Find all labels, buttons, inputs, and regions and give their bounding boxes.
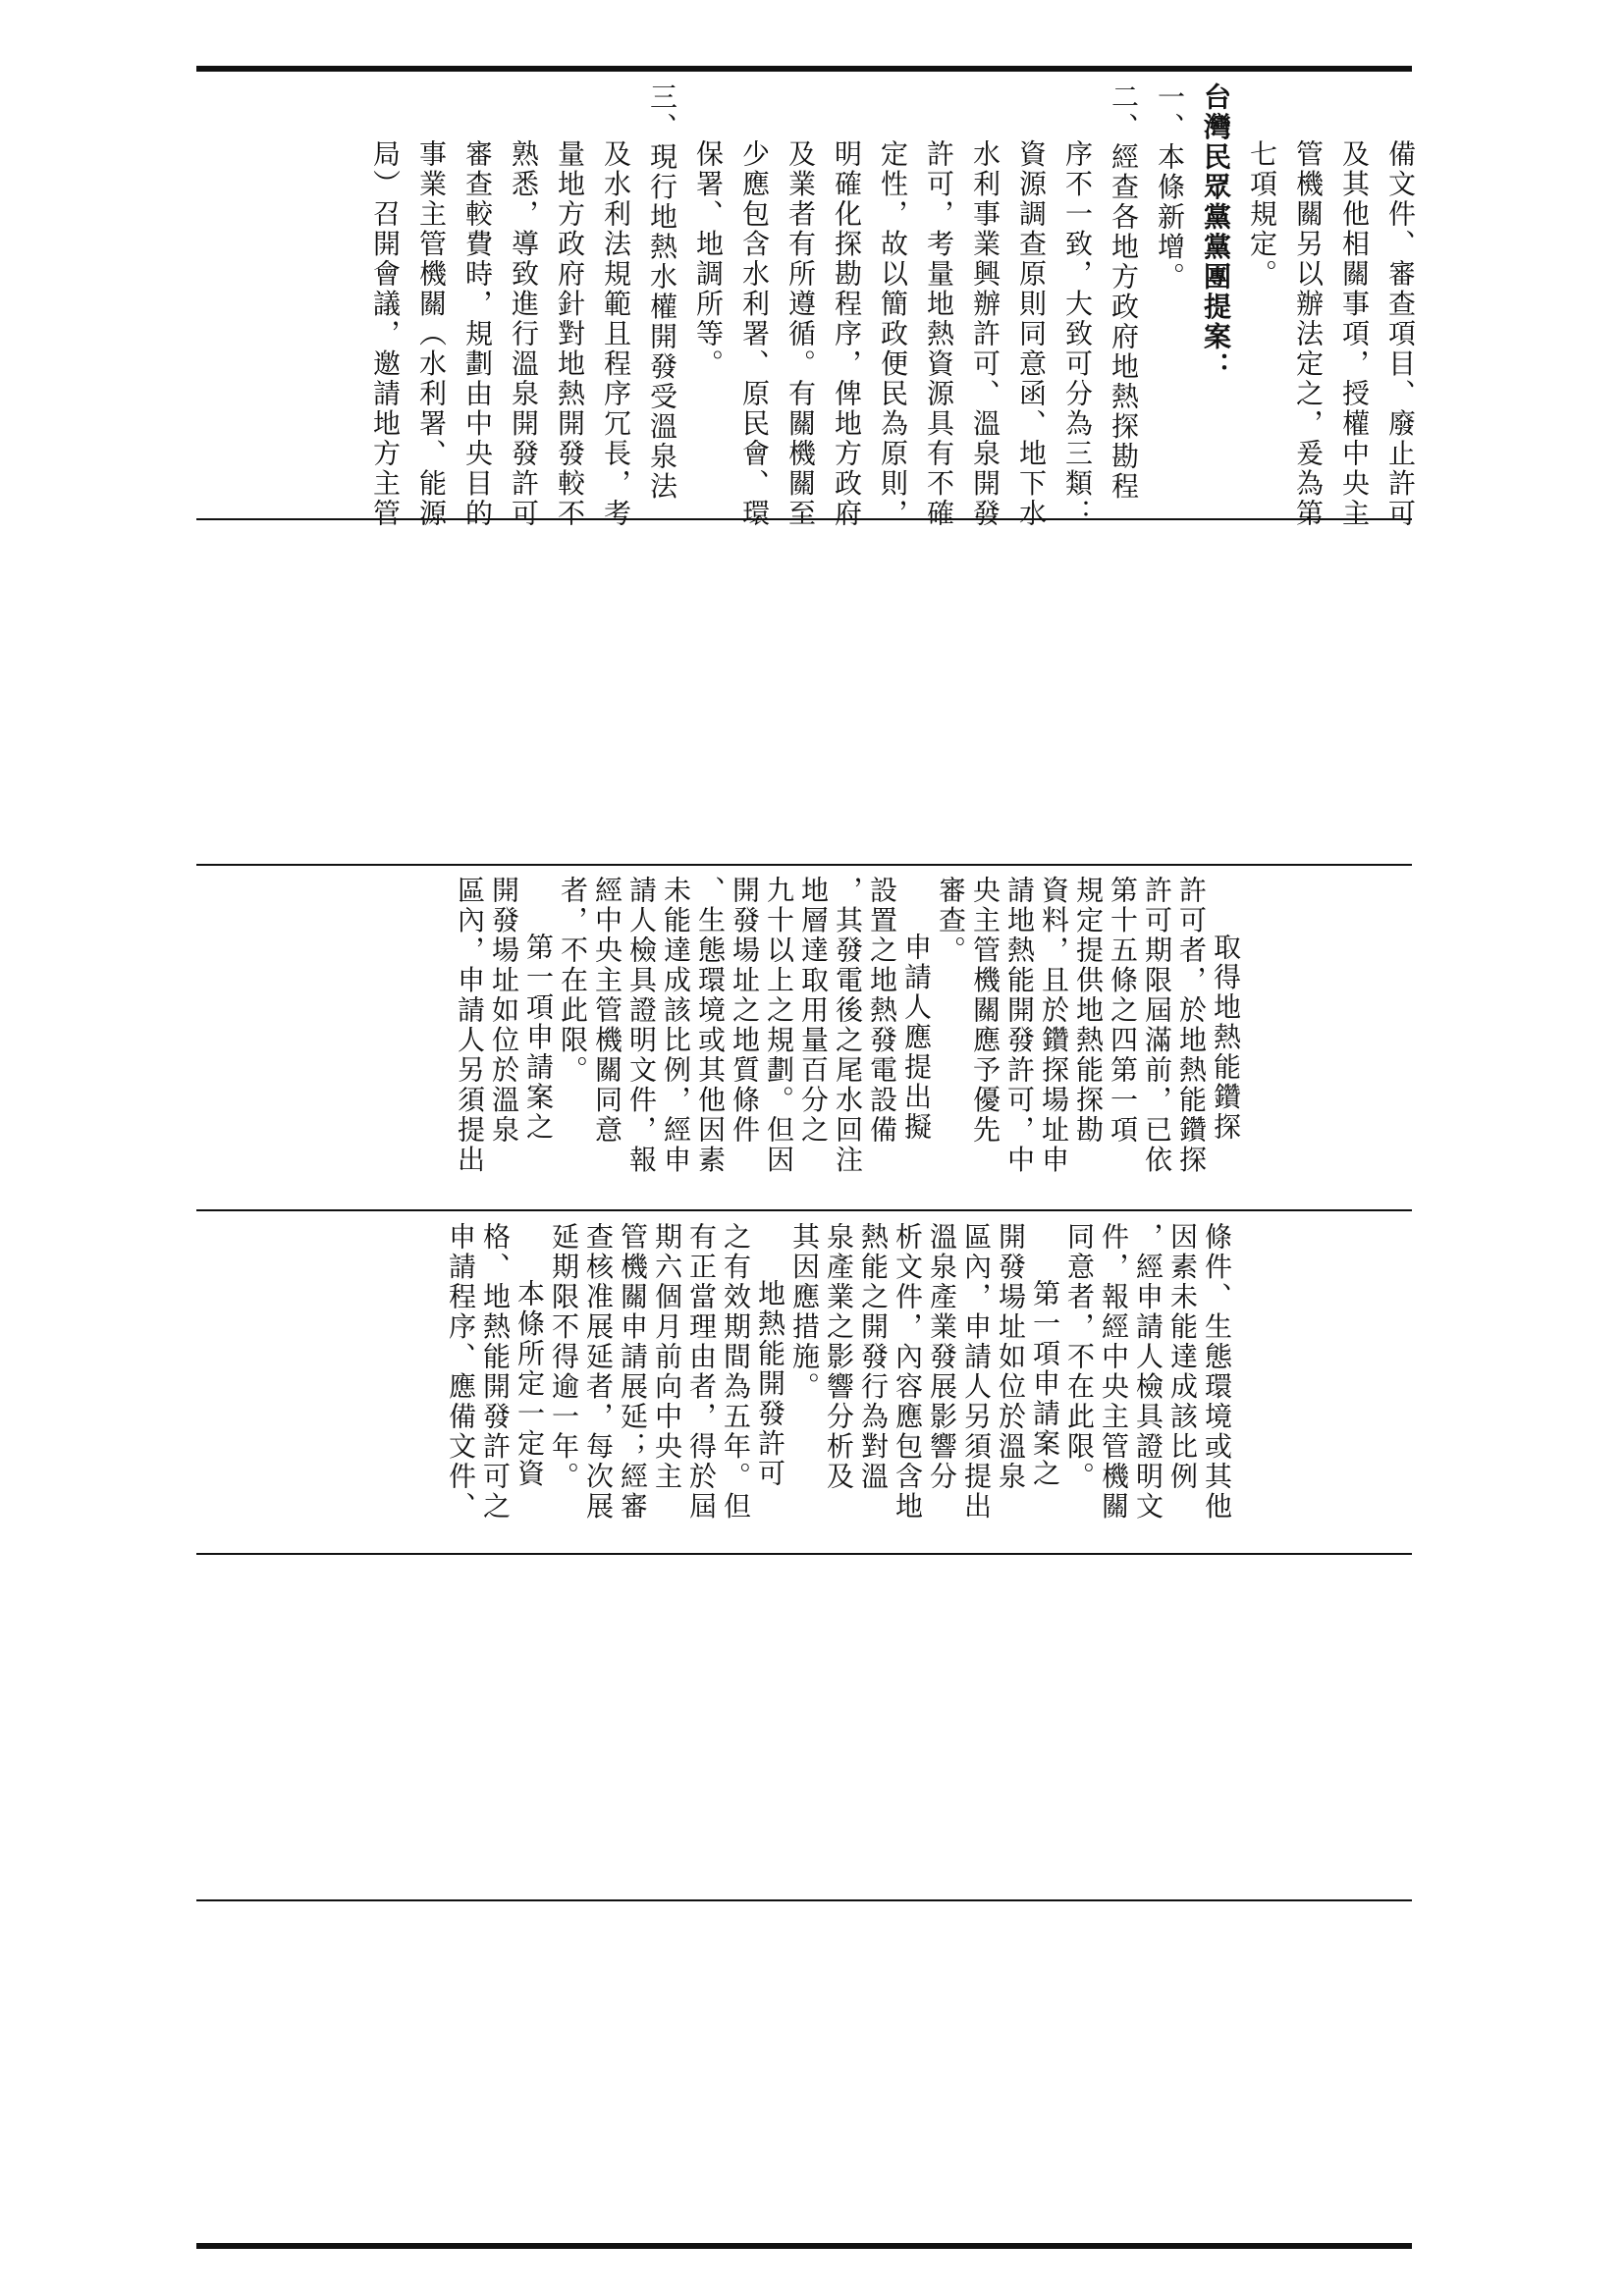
text-line: 少應包含水利署、原民會、環 xyxy=(738,139,771,529)
block-middle-bottom-rule xyxy=(196,1209,1412,1211)
text-line: 七項規定。 xyxy=(1246,139,1278,290)
text-line: 地層達取用量百分之 xyxy=(797,876,830,1146)
text-line: 開發場址之地質條件 xyxy=(729,876,761,1146)
text-line: 期六個月前向中央主 xyxy=(651,1222,683,1492)
text-line: 經中央主管機關同意 xyxy=(591,876,623,1146)
text-line: 九十以上之規劃。但因 xyxy=(763,876,795,1175)
text-line: 及其他相關事項，授權中央主 xyxy=(1338,139,1371,529)
text-line: 取得地熱能鑽探 xyxy=(1210,933,1242,1143)
text-line: 管機關另以辦法定之，爰為第 xyxy=(1292,139,1325,529)
text-line: 第一項申請案之 xyxy=(1029,1279,1061,1489)
text-line: 其因應措施。 xyxy=(788,1222,821,1402)
text-line: 者，不在此限。 xyxy=(557,876,589,1086)
text-line: 溫泉產業發展影響分 xyxy=(926,1222,958,1492)
text-line: 設置之地熱發電設備 xyxy=(866,876,898,1146)
text-line: 量地方政府針對地熱開發較不 xyxy=(554,139,586,529)
text-line: 及業者有所遵循。有關機關至 xyxy=(785,139,817,529)
committee-text-block xyxy=(196,876,1412,1205)
page-bottom-rule xyxy=(196,2243,1412,2249)
text-line: 格、地熱能開發許可之 xyxy=(479,1222,512,1522)
text-line: 未能達成該比例，經申 xyxy=(660,876,692,1175)
top-border-rule xyxy=(196,66,1412,72)
text-line: 請地熱能開發許可，中 xyxy=(1003,876,1036,1175)
block-bottom-bottom-rule xyxy=(196,1899,1412,1901)
text-line: 地熱能開發許可 xyxy=(754,1279,786,1489)
current-law-block xyxy=(196,1222,1412,1550)
text-line: 同意者，不在此限。 xyxy=(1063,1222,1096,1492)
text-line: 管機關申請展延；經審 xyxy=(617,1222,649,1522)
text-line: 一、本條新增。 xyxy=(1154,82,1186,293)
text-line: 審查較費時，規劃由中央目的 xyxy=(461,139,494,529)
text-line: 及水利法規範且程序冗長，考 xyxy=(600,139,632,529)
text-line: 因素未能達成該比例 xyxy=(1166,1222,1199,1492)
text-line: 延期限不得逾一年。 xyxy=(548,1222,580,1492)
text-line: 請人檢具證明文件，報 xyxy=(625,876,658,1175)
text-line: 三、現行地熱水權開發受溫泉法 xyxy=(646,82,678,502)
text-line: 條件、生態環境或其他 xyxy=(1201,1222,1233,1522)
text-line: 之有效期間為五年。但 xyxy=(720,1222,752,1522)
text-line: 許可，考量地熱資源具有不確 xyxy=(923,139,955,529)
text-line: 第十五條之四第一項 xyxy=(1107,876,1139,1146)
text-line: 定性，故以簡政便民為原則， xyxy=(877,139,909,529)
text-line: 熟悉，導致進行溫泉開發許可 xyxy=(508,139,540,529)
text-line: 查核准展延者，每次展 xyxy=(582,1222,615,1522)
text-line: 本條所定一定資 xyxy=(514,1279,546,1489)
text-line: 保署、地調所等。 xyxy=(692,139,725,379)
text-line: 開發場址如位於溫泉 xyxy=(488,876,520,1146)
section-heading: 台灣民眾黨黨團提案： xyxy=(1200,82,1232,382)
text-line: 央主管機關應予優先 xyxy=(969,876,1001,1146)
text-line: 開發場址如位於溫泉 xyxy=(995,1222,1027,1492)
text-line: 有正當理由者，得於屆 xyxy=(685,1222,718,1522)
block-middle-top-rule xyxy=(196,864,1412,866)
text-line: 第一項申請案之 xyxy=(522,933,555,1143)
text-line: 備文件、審查項目、廢止許可 xyxy=(1384,139,1417,529)
text-line: 明確化探勘程序，俾地方政府 xyxy=(831,139,863,529)
block-bottom-top-rule xyxy=(196,1553,1412,1555)
text-line: 二、經查各地方政府地熱探勘程 xyxy=(1108,82,1140,502)
text-line: ，其發電後之尾水回注 xyxy=(832,876,864,1175)
text-line: 資料，且於鑽探場址申 xyxy=(1038,876,1070,1175)
text-line: ，經申請人檢具證明文 xyxy=(1132,1222,1164,1522)
text-line: 許可者，於地熱能鑽探 xyxy=(1175,876,1208,1175)
text-line: 申請人應提出擬 xyxy=(900,933,933,1143)
text-line: 事業主管機關（水利署、能源 xyxy=(415,139,448,529)
text-line: 件，報經中央主管機關 xyxy=(1098,1222,1130,1522)
text-line: 規定提供地熱能探勘 xyxy=(1072,876,1105,1146)
text-line: 、生態環境或其他因素 xyxy=(694,876,727,1175)
text-line: 區內，申請人另須提出 xyxy=(454,876,486,1175)
text-line: 析文件，內容應包含地 xyxy=(892,1222,924,1522)
text-line: 泉產業之影響分析及 xyxy=(823,1222,855,1492)
text-line: 許可期限屆滿前，已依 xyxy=(1141,876,1173,1175)
text-line: 序不一致，大致可分為三類： xyxy=(1061,139,1094,529)
text-line: 局）召開會議，邀請地方主管 xyxy=(369,139,402,529)
text-line: 申請程序、應備文件、 xyxy=(445,1222,477,1522)
text-line: 熱能之開發行為對溫 xyxy=(857,1222,890,1492)
explanation-block xyxy=(196,82,1417,529)
text-line: 審查。 xyxy=(935,876,967,966)
text-line: 資源調查原則同意函、地下水 xyxy=(1015,139,1048,529)
text-line: 水利事業興辦許可、溫泉開發 xyxy=(969,139,1001,529)
text-line: 區內，申請人另須提出 xyxy=(960,1222,993,1522)
